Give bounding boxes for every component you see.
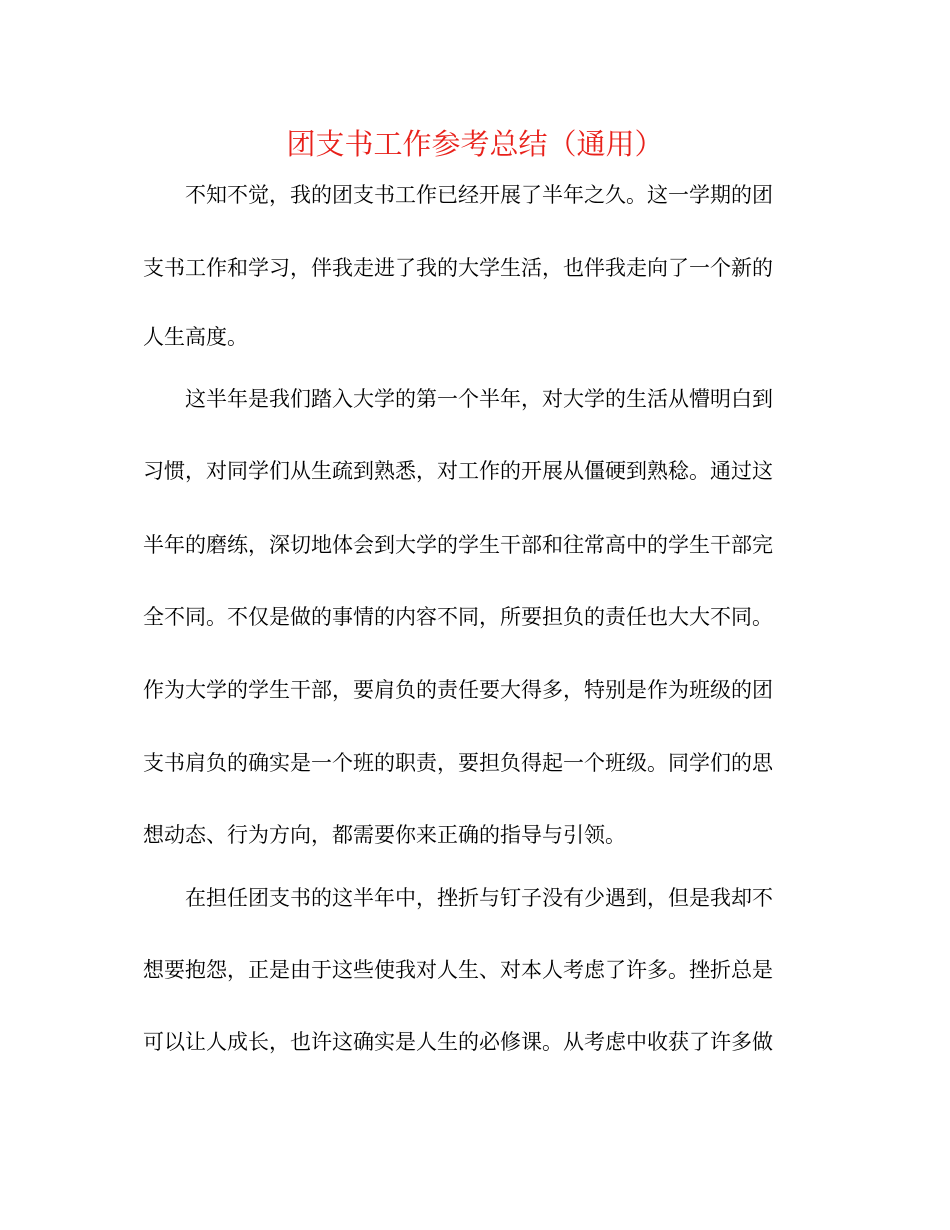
paragraph-3-line-3: 可以让人成长，也许这确实是人生的必修课。从考虑中收获了许多做 [143,1030,773,1054]
paragraph-2-line-6: 支书肩负的确实是一个班的职责，要担负得起一个班级。同学们的思 [143,751,773,775]
paragraph-1-line-3: 人生高度。 [143,325,248,349]
paragraph-2-line-4: 全不同。不仅是做的事情的内容不同，所要担负的责任也大大不同。 [143,605,773,629]
paragraph-2-line-7: 想动态、行为方向，都需要你来正确的指导与引领。 [143,823,626,847]
paragraph-3-line-2: 想要抱怨，正是由于这些使我对人生、对本人考虑了许多。挫折总是 [143,958,773,982]
paragraph-1-line-1: 不知不觉，我的团支书工作已经开展了半年之久。这一学期的团 [185,183,773,207]
paragraph-2-line-1: 这半年是我们踏入大学的第一个半年，对大学的生活从懵明白到 [185,387,773,411]
document-title: 团支书工作参考总结（通用） [286,127,664,161]
paragraph-3-line-1: 在担任团支书的这半年中，挫折与钉子没有少遇到，但是我却不 [185,886,773,910]
paragraph-2-line-3: 半年的磨练，深切地体会到大学的学生干部和往常高中的学生干部完 [143,533,773,557]
paragraph-2-line-5: 作为大学的学生干部，要肩负的责任要大得多，特别是作为班级的团 [143,678,773,702]
paragraph-2-line-2: 习惯，对同学们从生疏到熟悉，对工作的开展从僵硬到熟稔。通过这 [143,459,773,483]
paragraph-1-line-2: 支书工作和学习，伴我走进了我的大学生活，也伴我走向了一个新的 [143,256,773,280]
